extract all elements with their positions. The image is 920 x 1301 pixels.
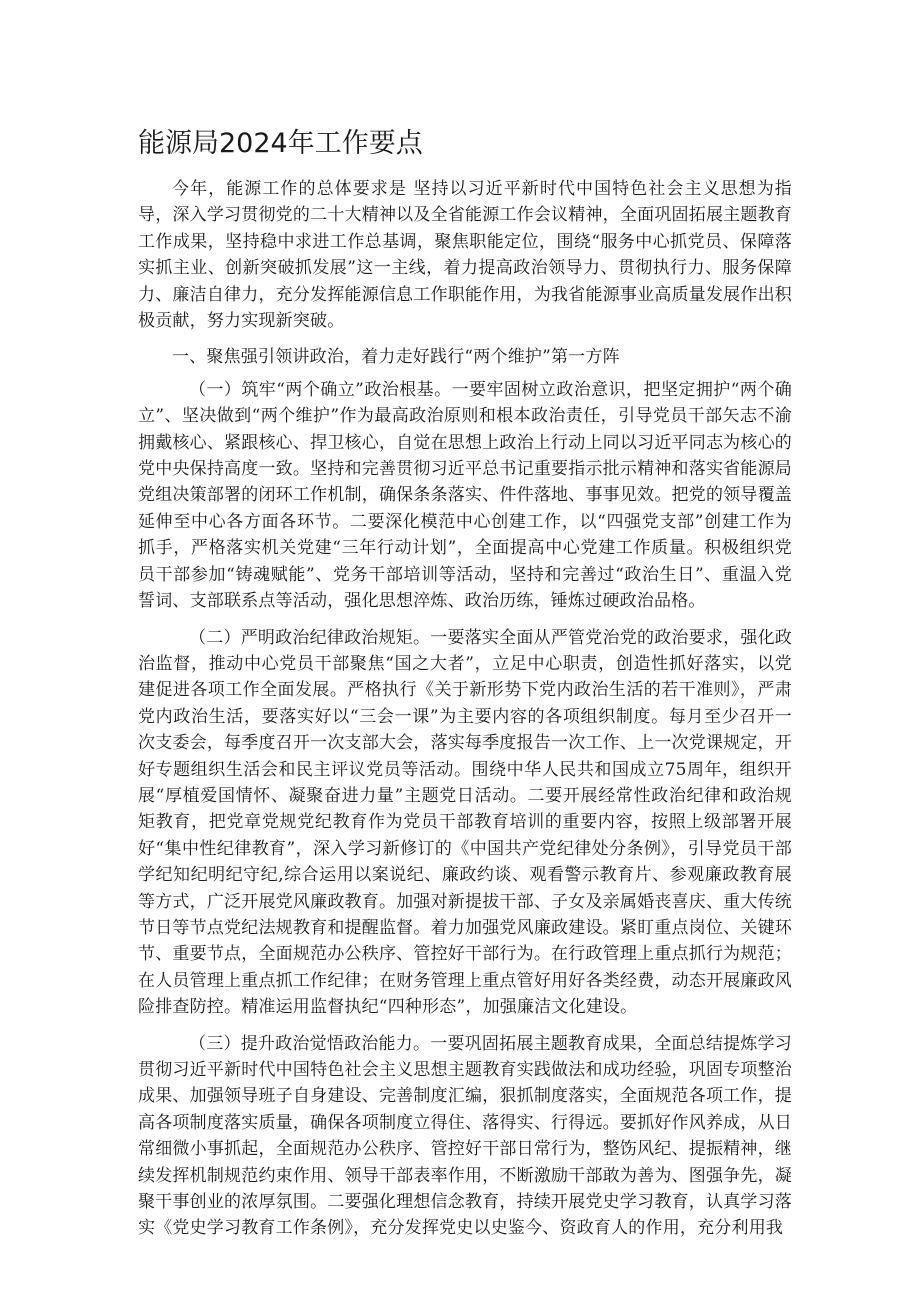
subsection-paragraph-3: （三）提升政治觉悟政治能力。一要巩固拓展主题教育成果，全面总结提炼学习贯彻习近平新时代中国特色社会主义思想主题教育实践做法和成功经验，巩固专项整治成果、加强领导班子自身建设、完善制度汇编，狠抓制度落实，全面规范各项工作，提高各项制度落实质量，确保各项制度立得住、落得实、行得远。要抓好作风养成，从日常细微小事抓起，全面规范办公秩序、管控好干部日常行为，整饬风纪、提振精神，继续发挥机制规范约束作用、领导干部表率作用，不断激励干部敢为善为、图强争先，凝聚干事创业的浓厚氛围。二要强化理想信念教育，持续开展党史学习教育，认真学习落实《党史学习教育工作条例》，充分发挥党史以史鉴今、资政育人的作用，充分利用我 [138,1033,792,1239]
document-title: 能源局2024年工作要点 [138,128,423,159]
intro-paragraph: 今年，能源工作的总体要求是 坚持以习近平新时代中国特色社会主义思想为指导，深入学习贯彻党的二十大精神以及全省能源工作会议精神，全面巩固拓展主题教育工作成果，坚持稳中求进工作总基调，聚焦职能定位，围绕“服务中心抓党员、保障落实抓主业、创新突破抓发展”这一主线，着力提高政治领导力、贯彻执行力、服务保障力、廉洁自律力，充分发挥能源信息工作职能作用，为我省能源事业高质量发展作出积极贡献，努力实现新突破。 [138,179,792,332]
subsection-paragraph-1: （一）筑牢“两个确立”政治根基。一要牢固树立政治意识，把坚定拥护“两个确立”、坚决做到“两个维护”作为最高政治原则和根本政治责任，引导党员干部矢志不渝拥戴核心、紧跟核心、捍卫核心，自觉在思想上政治上行动上同以习近平同志为核心的党中央保持高度一致。坚持和完善贯彻习近平总书记重要指示批示精神和落实省能源局党组决策部署的闭环工作机制，确保条条落实、件件落地、事事见效。把党的领导覆盖延伸至中心各方面各环节。二要深化模范中心创建工作，以“四强党支部”创建工作为抓手，严格落实机关党建“三年行动计划”，全面提高中心党建工作质量。积极组织党员干部参加“铸魂赋能”、党务干部培训等活动，坚持和完善过“政治生日”、重温入党誓词、支部联系点等活动，强化思想淬炼、政治历练，锤炼过硬政治品格。 [138,379,792,612]
section-heading-1: 一、聚焦强引领讲政治，着力走好践行“两个维护”第一方阵 [172,347,620,368]
document-body [138,176,792,1252]
subsection-paragraph-2: （二）严明政治纪律政治规矩。一要落实全面从严管党治党的政治要求，强化政治监督，推动中心党员干部聚焦“国之大者”，立足中心职责，创造性抓好落实，以党建促进各项工作全面发展。严格执行《关于新形势下党内政治生活的若干准则》，严肃党内政治生活，要落实好以“三会一课”为主要内容的各项组织制度。每月至少召开一次支委会，每季度召开一次支部大会，落实每季度报告一次工作、上一次党课规定，开好专题组织生活会和民主评议党员等活动。围绕中华人民共和国成立75周年，组织开展“厚植爱国情怀、凝聚奋进力量”主题党日活动。二要开展经常性政治纪律和政治规矩教育，把党章党规党纪教育作为党员干部教育培训的重要内容，按照上级部署开展好“集中性纪律教育”，深入学习新修订的《中国共产党纪律处分条例》，引导党员干部学纪知纪明纪守纪,综合运用以案说纪、廉政约谈、观看警示教育片、参观廉政教育展等方式，广泛开展党风廉政教育。加强对新提拔干部、子女及亲属婚丧喜庆、重大传统节日等节点党纪法规教育和提醒监督。着力加强党风廉政建设。紧盯重点岗位、关键环节、重要节点，全面规范办公秩序、管控好干部行为。在行政管理上重点抓行为规范；在人员管理上重点抓工作纪律；在财务管理上重点管好用好各类经费，动态开展廉政风险排查防控。精准运用监督执纪“四种形态”，加强廉洁文化建设。 [138,627,792,1018]
